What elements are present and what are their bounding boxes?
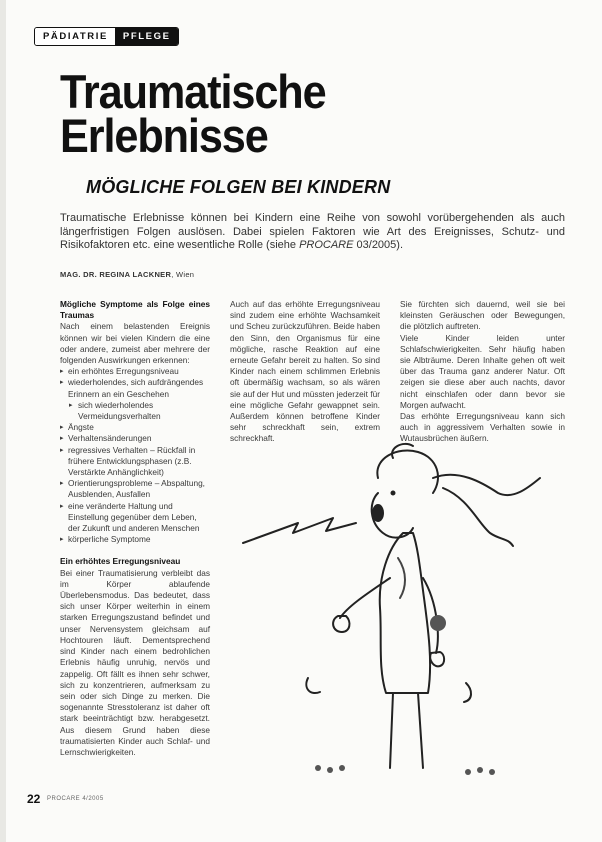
section-heading-symptoms: Mögliche Symptome als Folge eines Traumas (60, 299, 210, 321)
symptom-list-item: ▸ körperliche Symptome (60, 534, 210, 545)
symptom-list-item: ▸ Orientierungsprobleme – Abspaltung, Ausblenden, Ausfallen (60, 478, 210, 500)
girl-fist-right (430, 652, 444, 666)
symptoms-intro: Nach einem belastenden Ereignis können wir bei vielen Kindern die eine oder andere, zumeist aber mehrere der folgenden Auswirkungen erkennen: (60, 321, 210, 366)
symptom-list-item: ▸ Ängste (60, 422, 210, 433)
rubric-section: PFLEGE (115, 28, 178, 45)
article-subtitle: MÖGLICHE FOLGEN BEI KINDERN (86, 177, 391, 197)
open-mouth (373, 505, 383, 521)
braid-right (433, 475, 540, 495)
symptom-list (60, 366, 210, 545)
debris-left (306, 678, 320, 693)
author-byline (60, 270, 194, 279)
shirt-dark-patch (430, 615, 446, 631)
author-name: MAG. DR. REGINA LACKNER (60, 270, 172, 279)
text-column-3 (400, 299, 565, 445)
author-city: , Wien (171, 270, 195, 279)
debris-right (464, 683, 471, 702)
braid-left (443, 488, 513, 546)
lead-text-end: 03/2005). (353, 239, 404, 252)
magazine-name: PROCARE 4/2005 (47, 796, 104, 802)
symptom-list-item: ▸ ein erhöhtes Erregungsniveau (60, 366, 210, 377)
text-column-2 (230, 299, 380, 445)
girl-body (380, 533, 430, 693)
girl-fist-left (333, 616, 349, 632)
symptom-list-item: ▸ regressives Verhalten – Rückfall in frühere Entwicklungsphasen (z.B. Verstärkte Anhänglichkeit) (60, 445, 210, 479)
arousal-paragraph: Bei einer Traumatisierung verbleibt das im Körper ablaufende Überlebensmodus. Das bedeutet, dass sich unser Körper weiterhin in einem starken Erregungszustand befindet und unser Nervensystem gleichsam auf Hochtouren läuft. Dementsprechend sind Kinder nach einem bedrohlichen Erlebnis häufig unruhig, nervös und zappelig. Oft fällt es ihnen sehr schwer, sich zu konzentrieren, aufmerksam zu sein oder sich Dinge zu merken. Die sogenannte Stresstoleranz ist daher oft stark beeinträchtigt bzw. herabgesetzt. Aus diesem Grund haben diese traumatisierten Kinder auch Schlaf- und Lernschwierigkeiten. (60, 567, 210, 757)
text-column-1 (60, 299, 210, 758)
title-line-1: Traumatische (60, 65, 326, 118)
page-number: 22 (27, 792, 41, 806)
symptom-list-item: ▸ Verhaltensänderungen (60, 433, 210, 444)
scream-zigzag-line (243, 518, 356, 543)
girl-arm-left (340, 578, 390, 618)
screaming-girl-illustration (228, 438, 568, 778)
girl-hair (377, 450, 438, 493)
lead-magazine-ref: PROCARE (299, 239, 354, 252)
column-3-paragraph-1: Sie fürchten sich dauernd, weil sie bei kleinsten Geräuschen oder Bewegungen, die plötzlich auftreten. (400, 299, 565, 332)
article-title (60, 65, 326, 162)
symptom-list-item: ▸ eine veränderte Haltung und Einstellung gegenüber dem Leben, der Zukunft und anderen Menschen (60, 501, 210, 535)
scan-edge (0, 0, 6, 842)
girl-legs (390, 693, 423, 768)
rubric-category: PÄDIATRIE (35, 28, 115, 45)
column-3-paragraph-2: Viele Kinder leiden unter Schlafschwierigkeiten. Sehr häufig haben sie Albträume. Deren Inhalte gehen oft weit über das Trauma ganz anderer Natur. Oft zeigen sie diese aber auch nachts, davor nicht einschlafen oder dann bevor sie Morgen aufwacht. (400, 332, 565, 410)
section-heading-arousal: Ein erhöhtes Erregungsniveau (60, 556, 181, 567)
column-2-paragraph: Auch auf das erhöhte Erregungsniveau sind zudem eine erhöhte Wachsamkeit und Scheu zurückzuführen. Beide haben den Sinn, den Organismus für eine mögliche, rasche Reaktion auf eine erneute Gefahr bereit zu halten. So sind Kinder nach einem schlimmen Erlebnis oft übermäßig wachsam, so als wären sie auf der Hut und müssten jederzeit für eine mögliche Gefahr gewappnet sein. Außerdem können betroffene Kinder sehr schreckhaft sein, extrem schreckhaft. (230, 299, 380, 444)
lead-paragraph (60, 212, 565, 253)
title-line-2: Erlebnisse (60, 109, 268, 162)
symptom-list-item: ▸ wiederholendes, sich aufdrängendes Erinnern an ein Geschehen (60, 377, 210, 399)
symptom-list-item: ▸ sich wiederholendes Vermeidungsverhalten (60, 400, 210, 422)
lead-text: Traumatische Erlebnisse können bei Kindern eine Reihe von sowohl vorübergehenden als auch längerfristigen Folgen auslösen. Dabei spielen Faktoren wie Art des Ereignisses, Schutz- und Risikofaktoren etc. eine wesentliche Rolle (siehe (60, 212, 565, 252)
column-3-paragraph-3: Das erhöhte Erregungsniveau kann sich auch in aggressivem Verhalten sowie in Wutausbrüchen äußern. (400, 411, 565, 444)
rubric-badge (34, 27, 179, 46)
